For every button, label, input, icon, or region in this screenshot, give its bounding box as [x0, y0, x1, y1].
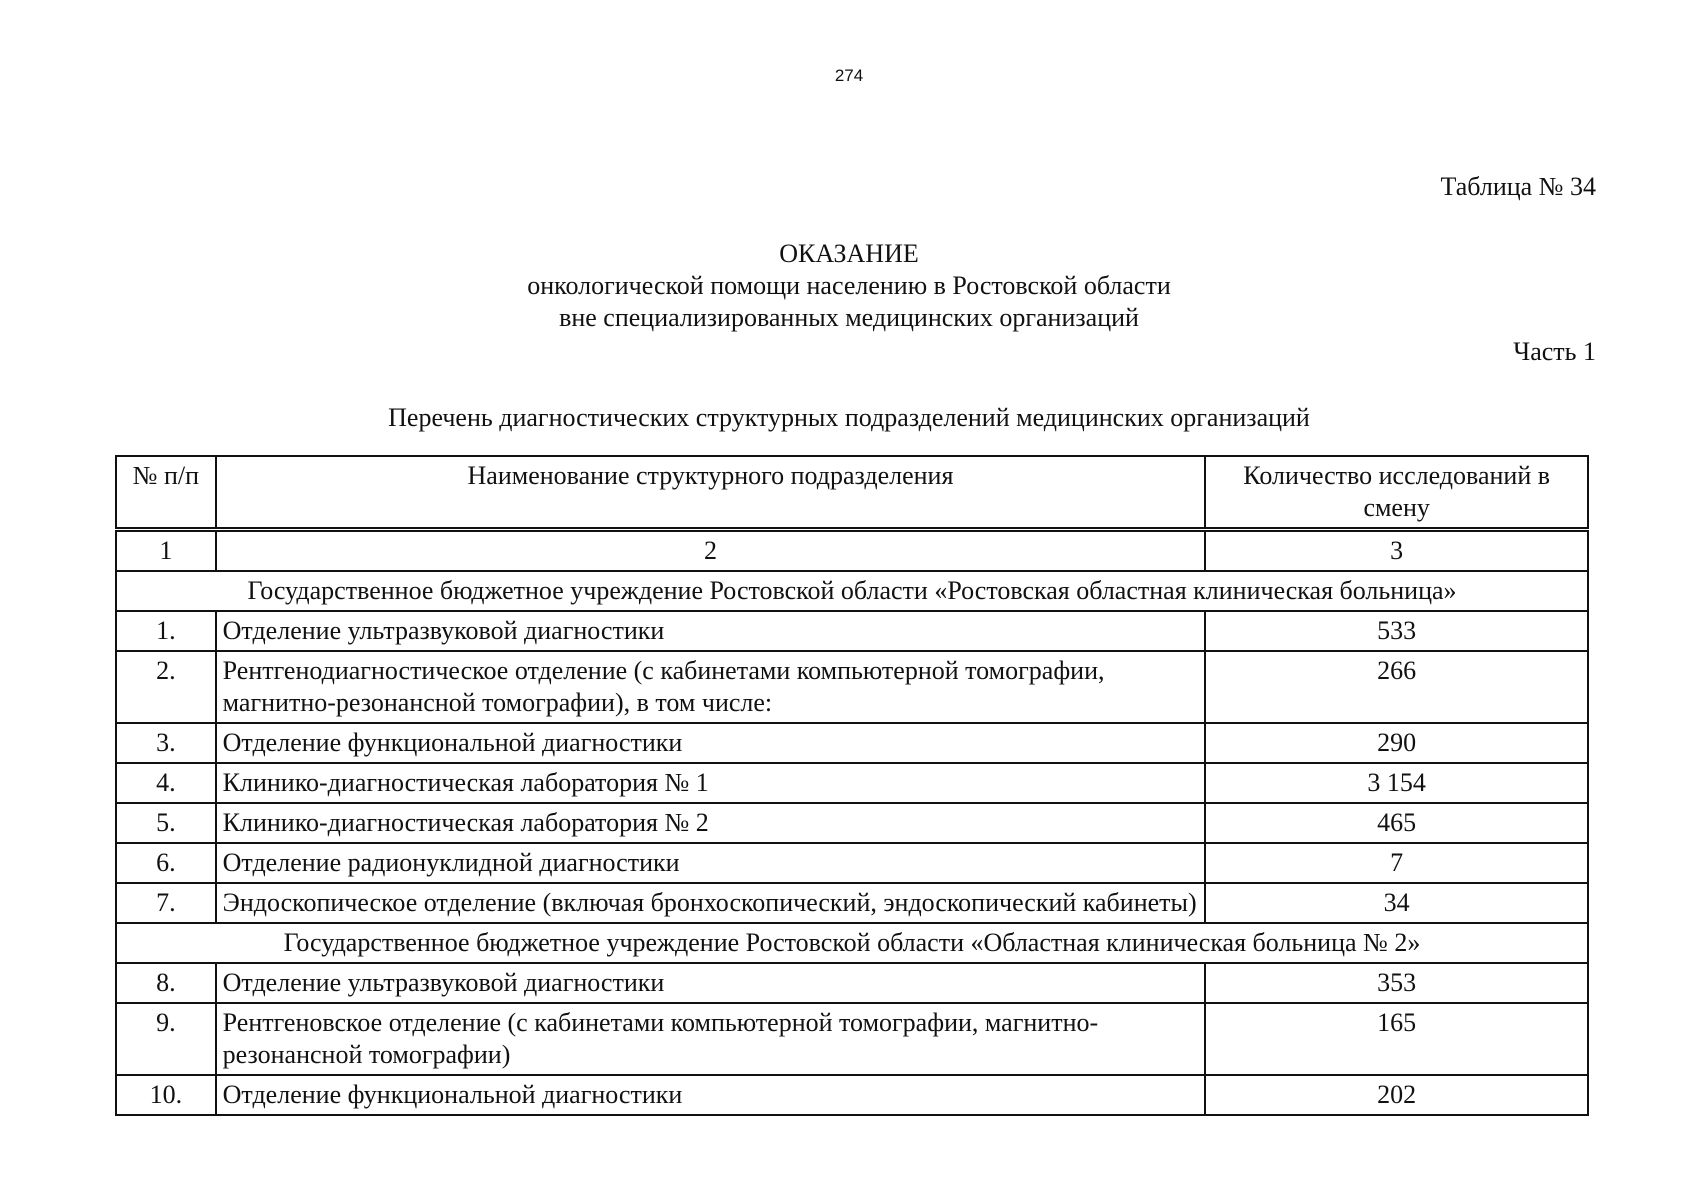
- unit-name: Рентгеновское отделение (с кабинетами компьютерной томографии, магнитно-резонансной томографии): [216, 1003, 1206, 1075]
- part-label: Часть 1: [1513, 337, 1596, 366]
- header-qty: Количество исследований в смену: [1205, 456, 1588, 530]
- table-row: [116, 1003, 1588, 1075]
- unit-name: Отделение функциональной диагностики: [216, 723, 1206, 763]
- row-number: 4.: [116, 763, 216, 803]
- table-label: Таблица № 34: [1440, 172, 1596, 201]
- table-row: [116, 763, 1588, 803]
- research-count: 7: [1205, 843, 1588, 883]
- group-title: Государственное бюджетное учреждение Ростовской области «Ростовская областная клиническая больница»: [116, 571, 1588, 611]
- row-number: 1.: [116, 611, 216, 651]
- table-row: [116, 1075, 1588, 1115]
- title-line-1: ОКАЗАНИЕ: [779, 239, 919, 268]
- document-title: [0, 238, 1698, 334]
- diagnostic-units-table: [115, 455, 1589, 1116]
- unit-name: Клинико-диагностическая лаборатория № 1: [216, 763, 1206, 803]
- group-title: Государственное бюджетное учреждение Ростовской области «Областная клиническая больница № 2»: [116, 923, 1588, 963]
- unit-name: Отделение ультразвуковой диагностики: [216, 963, 1206, 1003]
- group-row: [116, 923, 1588, 963]
- research-count: 533: [1205, 611, 1588, 651]
- group-row: [116, 571, 1588, 611]
- header-name: Наименование структурного подразделения: [216, 456, 1206, 530]
- row-number: 3.: [116, 723, 216, 763]
- column-number-2: 2: [216, 530, 1206, 572]
- row-number: 5.: [116, 803, 216, 843]
- column-number-1: 1: [116, 530, 216, 572]
- research-count: 3 154: [1205, 763, 1588, 803]
- title-line-2: онкологической помощи населению в Ростовской области: [527, 271, 1171, 300]
- table-row: [116, 723, 1588, 763]
- row-number: 6.: [116, 843, 216, 883]
- unit-name: Клинико-диагностическая лаборатория № 2: [216, 803, 1206, 843]
- table-row: [116, 883, 1588, 923]
- unit-name: Отделение ультразвуковой диагностики: [216, 611, 1206, 651]
- research-count: 465: [1205, 803, 1588, 843]
- header-num: № п/п: [116, 456, 216, 530]
- table-row: [116, 803, 1588, 843]
- page-number: 274: [834, 66, 864, 85]
- column-number-3: 3: [1205, 530, 1588, 572]
- research-count: 290: [1205, 723, 1588, 763]
- title-line-3: вне специализированных медицинских организаций: [559, 303, 1139, 332]
- row-number: 10.: [116, 1075, 216, 1115]
- research-count: 266: [1205, 651, 1588, 723]
- row-number: 9.: [116, 1003, 216, 1075]
- table-row: [116, 611, 1588, 651]
- research-count: 34: [1205, 883, 1588, 923]
- table-row: [116, 651, 1588, 723]
- list-title: Перечень диагностических структурных подразделений медицинских организаций: [388, 403, 1310, 432]
- row-number: 2.: [116, 651, 216, 723]
- research-count: 353: [1205, 963, 1588, 1003]
- research-count: 202: [1205, 1075, 1588, 1115]
- row-number: 8.: [116, 963, 216, 1003]
- row-number: 7.: [116, 883, 216, 923]
- column-number-row: [116, 530, 1588, 572]
- research-count: 165: [1205, 1003, 1588, 1075]
- table-row: [116, 963, 1588, 1003]
- table-header-row: [116, 456, 1588, 530]
- unit-name: Рентгенодиагностическое отделение (с кабинетами компьютерной томографии, магнитно-резонансной томографии), в том числе:: [216, 651, 1206, 723]
- table-row: [116, 843, 1588, 883]
- unit-name: Отделение радионуклидной диагностики: [216, 843, 1206, 883]
- unit-name: Эндоскопическое отделение (включая бронхоскопический, эндоскопический кабинеты): [216, 883, 1206, 923]
- unit-name: Отделение функциональной диагностики: [216, 1075, 1206, 1115]
